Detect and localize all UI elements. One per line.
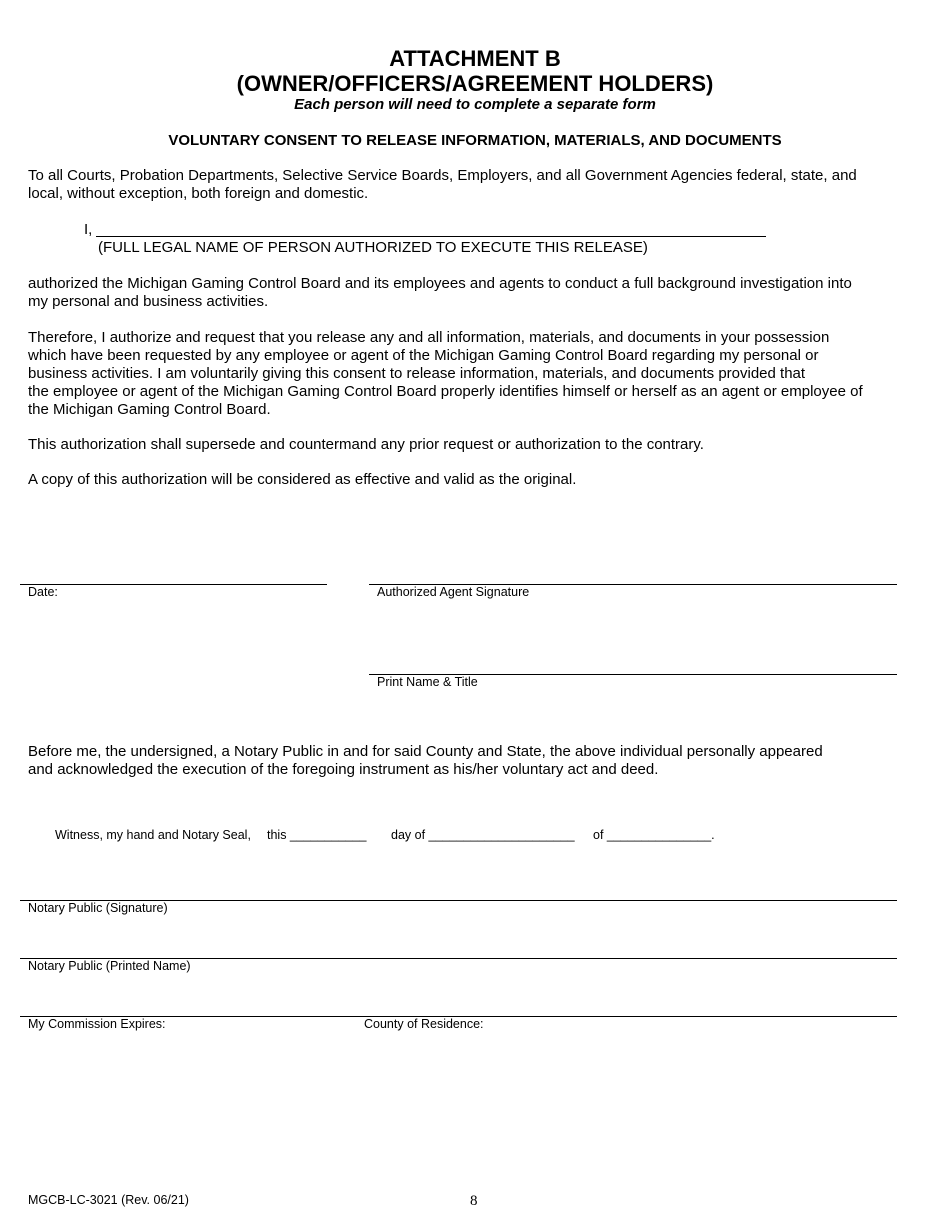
witness-day-of-field[interactable]: day of _____________________ — [391, 828, 575, 842]
agent-signature-label: Authorized Agent Signature — [377, 585, 530, 599]
subtitle: Each person will need to complete a separate form — [294, 96, 656, 113]
notary-printed-name-label: Notary Public (Printed Name) — [28, 959, 191, 973]
full-name-input-line[interactable] — [96, 236, 766, 237]
witness-year-field[interactable]: of _______________. — [593, 828, 715, 842]
intro-line-1: To all Courts, Probation Departments, Selective Service Boards, Employers, and all Government Agencies federal, state, and — [28, 167, 857, 184]
therefore-line-4: the employee or agent of the Michigan Gaming Control Board properly identifies himself or herself as an agent or employee of — [28, 383, 863, 400]
county-of-residence-label: County of Residence: — [364, 1017, 484, 1031]
page-number: 8 — [470, 1193, 478, 1209]
title-line-2: (OWNER/OFFICERS/AGREEMENT HOLDERS) — [236, 71, 714, 96]
date-input-line[interactable] — [20, 584, 327, 585]
print-name-label: Print Name & Title — [377, 675, 478, 689]
therefore-line-1: Therefore, I authorize and request that you release any and all information, materials, and documents in your possession — [28, 329, 830, 346]
commission-expires-label: My Commission Expires: — [28, 1017, 166, 1031]
witness-this-field[interactable]: this ___________ — [267, 828, 367, 842]
authorized-line-1: authorized the Michigan Gaming Control Board and its employees and agents to conduct a full background investigation into — [28, 275, 852, 292]
witness-label: Witness, my hand and Notary Seal, — [55, 828, 251, 842]
copy-paragraph: A copy of this authorization will be considered as effective and valid as the original. — [28, 471, 577, 488]
form-id: MGCB-LC-3021 (Rev. 06/21) — [28, 1193, 189, 1207]
full-name-caption: (FULL LEGAL NAME OF PERSON AUTHORIZED TO EXECUTE THIS RELEASE) — [98, 239, 648, 256]
notary-line-2: and acknowledged the execution of the foregoing instrument as his/her voluntary act and deed. — [28, 761, 659, 778]
notary-line-1: Before me, the undersigned, a Notary Public in and for said County and State, the above individual personally appeared — [28, 743, 823, 760]
section-heading: VOLUNTARY CONSENT TO RELEASE INFORMATION, MATERIALS, AND DOCUMENTS — [168, 132, 782, 149]
therefore-line-3: business activities. I am voluntarily giving this consent to release information, materials, and documents provided that — [28, 365, 806, 382]
name-prefix: I, — [84, 221, 93, 238]
intro-line-2: local, without exception, both foreign and domestic. — [28, 185, 369, 202]
notary-signature-label: Notary Public (Signature) — [28, 901, 168, 915]
therefore-line-5: the Michigan Gaming Control Board. — [28, 401, 271, 418]
supersede-paragraph: This authorization shall supersede and countermand any prior request or authorization to the contrary. — [28, 436, 704, 453]
date-label: Date: — [28, 585, 58, 599]
authorized-line-2: my personal and business activities. — [28, 293, 269, 310]
therefore-line-2: which have been requested by any employee or agent of the Michigan Gaming Control Board regarding my personal or — [28, 347, 819, 364]
title-line-1: ATTACHMENT B — [389, 46, 561, 71]
